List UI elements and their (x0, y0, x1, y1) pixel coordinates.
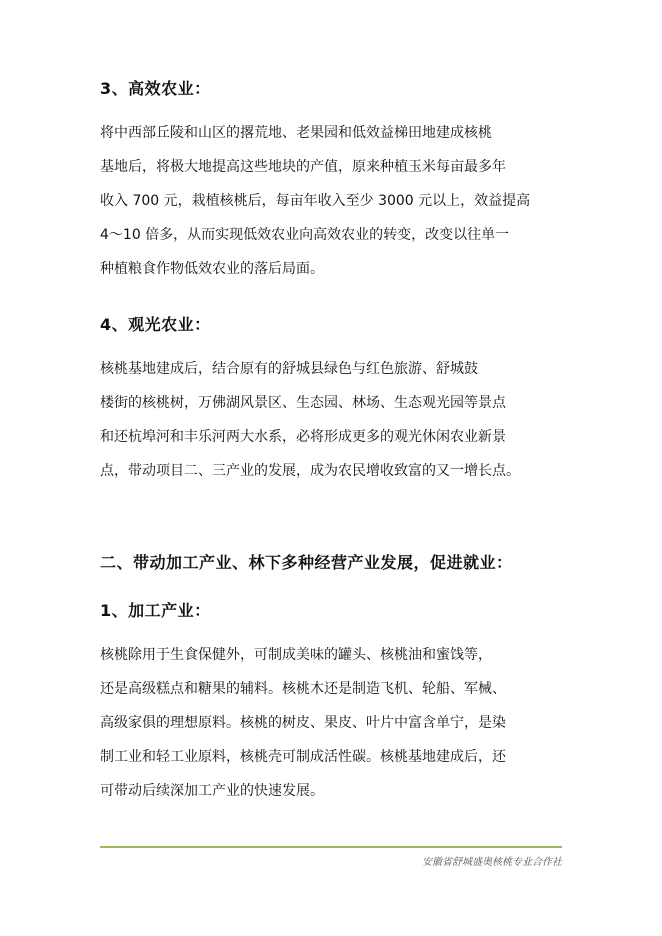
footer-divider (100, 846, 562, 848)
paragraph-line: 和还杭埠河和丰乐河两大水系，必将形成更多的观光休闲农业新景 (100, 429, 506, 445)
paragraph-line: 收入 700 元，栽植核桃后，每亩年收入至少 3000 元以上，效益提高 (100, 193, 531, 209)
paragraph-efficient-agriculture (100, 116, 570, 286)
paragraph-line: 将中西部丘陵和山区的撂荒地、老果园和低效益梯田地建成核桃 (100, 125, 492, 141)
paragraph-line: 核桃基地建成后，结合原有的舒城县绿色与红色旅游、舒城鼓 (100, 361, 478, 377)
part-heading-2: 二、带动加工产业、林下多种经营产业发展，促进就业： (100, 553, 513, 572)
paragraph-sightseeing-agriculture (100, 352, 570, 488)
paragraph-line: 可带动后续深加工产业的快速发展。 (100, 783, 324, 799)
paragraph-line: 种植粮食作物低效农业的落后局面。 (100, 261, 324, 277)
paragraph-line: 点，带动项目二、三产业的发展，成为农民增收致富的又一增长点。 (100, 463, 520, 479)
paragraph-line: 核桃除用于生食保健外，可制成美味的罐头、核桃油和蜜饯等， (100, 647, 492, 663)
paragraph-line: 制工业和轻工业原料，核桃壳可制成活性碳。核桃基地建成后，还 (100, 749, 506, 765)
paragraph-line: 基地后，将极大地提高这些地块的产值，原来种植玉米每亩最多年 (100, 159, 506, 175)
section-heading-3: 3、高效农业： (100, 79, 211, 98)
section-heading-1: 1、加工产业： (100, 601, 211, 620)
section-heading-4: 4、观光农业： (100, 315, 211, 334)
paragraph-line: 高级家俱的理想原料。核桃的树皮、果皮、叶片中富含单宁，是染 (100, 715, 506, 731)
paragraph-line: 还是高级糕点和糖果的辅料。核桃木还是制造飞机、轮船、军械、 (100, 681, 506, 697)
paragraph-processing-industry (100, 638, 570, 808)
paragraph-line: 4～10 倍多，从而实现低效农业向高效农业的转变，改变以往单一 (100, 227, 510, 243)
paragraph-line: 楼街的核桃树，万佛湖风景区、生态园、林场、生态观光园等景点 (100, 395, 506, 411)
footer-organization: 安徽省舒城盛奥核桃专业合作社 (422, 857, 562, 868)
